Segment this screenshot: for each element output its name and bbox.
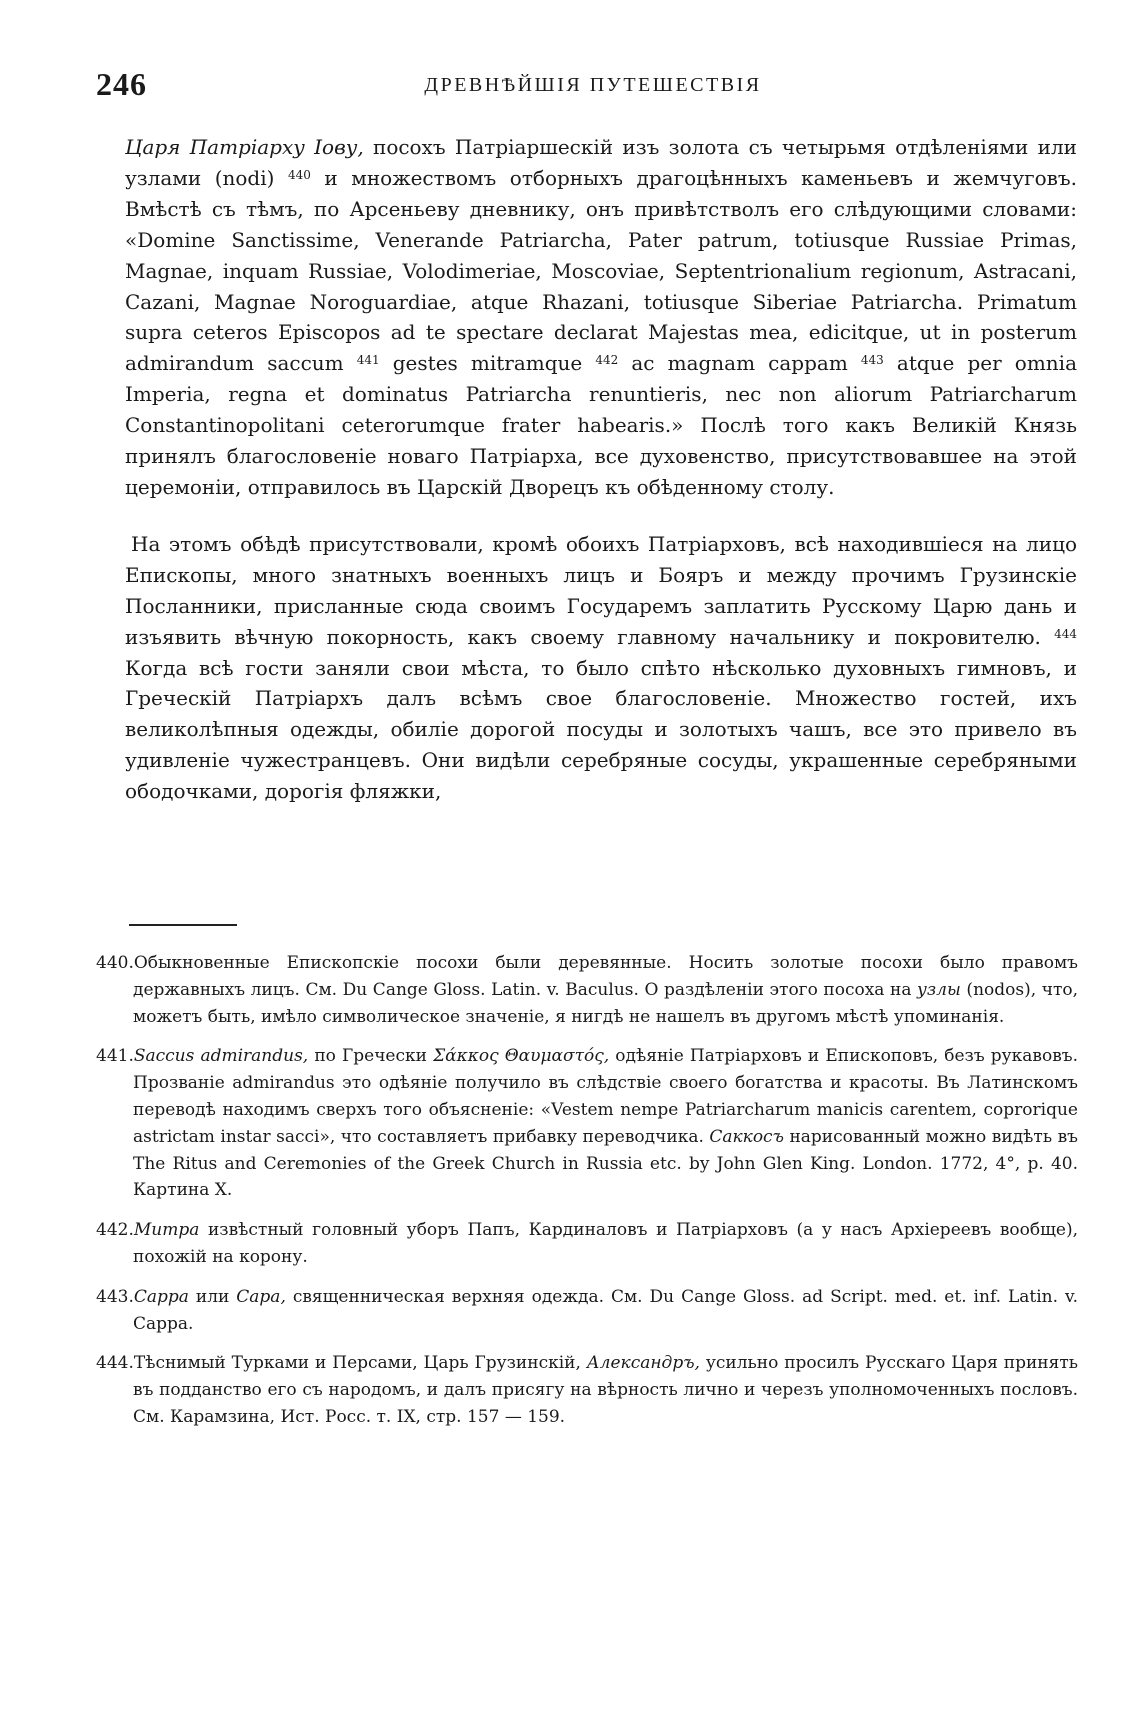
italic-phrase: Митра — [133, 1220, 200, 1241]
text-run: Тѣснимый Турками и Персами, Царь Грузинскій, — [133, 1353, 587, 1374]
text-run: одѣяніе Патріарховъ и Епископовъ, безъ рукавовъ. Прозваніе admirandus это одѣяніе получило въ слѣдствіе своего богатства и красоты. Въ Латинскомъ переводѣ находимъ сверхъ того объясненіе: «Vestem nempe Patriarcharum manicis carentem, coprorique astrictam instar sacci», что составляетъ прибавку переводчика. — [133, 1046, 1078, 1147]
text-run: усильно просилъ Русскаго Царя принять въ подданство его съ народомъ, и далъ присягу на вѣрность лично и черезъ уполномоченныхъ пословъ. См. Карамзина, Ист. Росс. т. IX, стр. 157 — 159. — [133, 1353, 1078, 1427]
text-run: Обыкновенные Епископскіе посохи были деревянные. Носить золотые посохи было правомъ державныхъ лицъ. См. Du Cange Gloss. Latin. v. Baculus. О раздѣленіи этого посоха на — [133, 953, 1078, 1000]
paragraph-1 — [125, 132, 1077, 503]
footnote-443 — [96, 1284, 1078, 1338]
footnote-440 — [96, 950, 1078, 1030]
footnote-ref-442: 442 — [595, 353, 619, 368]
italic-phrase: Saccus admirandus, — [133, 1046, 309, 1067]
text-run: извѣстный головный уборъ Папъ, Кардиналовъ и Патріарховъ (а у насъ Архіереевъ вообще), похожій на корону. — [133, 1220, 1078, 1267]
italic-phrase: Александръ, — [586, 1353, 700, 1374]
footnote-number: 443. — [96, 1286, 134, 1307]
greek-phrase: Σάκκος Θαυμαστός, — [433, 1046, 610, 1067]
text-run: нарисованный можно видѣть въ The Ritus and Ceremonies of the Greek Church in Russia etc. by John Glen King. London. 1772, 4°, p. 40. Картина X. — [133, 1126, 1078, 1201]
footnote-441 — [96, 1043, 1078, 1204]
text-run: gestes mitramque — [379, 351, 583, 376]
italic-phrase: Capa, — [236, 1286, 286, 1307]
page-number: 246 — [96, 66, 147, 102]
page-header — [96, 66, 1080, 106]
italic-phrase: Царя Патріарху Іову, — [125, 135, 364, 159]
text-run: по Гречески — [308, 1046, 434, 1067]
text-run: священническая верхняя одежда. См. Du Cange Gloss. ad Script. med. et. inf. Latin. v. Cappa. — [133, 1286, 1078, 1334]
footnote-number: 444. — [96, 1353, 134, 1374]
italic-phrase: Саккосъ — [709, 1126, 784, 1147]
footnote-number: 441. — [96, 1046, 134, 1067]
text-run: ac magnam cappam — [618, 351, 848, 376]
text-run: atque per omnia Imperia, regna et dominatus Patriarcha renuntieris, nec non aliorum Patriarcharum Constantinopolitani ceterorumque frater habearis.» Послѣ того какъ Великій Князь принялъ благословеніе новаго Патріарха, все духовенство, присутствовавшее на этой церемоніи, отправилось въ Царскій Дворецъ къ обѣденному столу. — [125, 351, 1078, 499]
footnote-divider — [129, 924, 237, 926]
italic-phrase: узлы — [917, 979, 961, 1000]
text-run: Когда всѣ гости заняли свои мѣста, то было спѣто нѣсколько духовныхъ гимновъ, и Греческій Патріархъ далъ всѣмъ свое благословеніе. Множество гостей, ихъ великолѣпныя одежды, обиліе дорогой посуды и золотыхъ чашъ, все это привело въ удивленіе чужестранцевъ. Они видѣли серебряные сосуды, украшенные серебряными ободочками, дорогія фляжки, — [125, 655, 1077, 804]
text-run: На этомъ обѣдѣ присутствовали, кромѣ обоихъ Патріарховъ, всѣ находившіеся на лицо Епископы, много знатныхъ военныхъ лицъ и Бояръ и между прочимъ Грузинскіе Посланники, присланные сюда своимъ Государемъ заплатить Русскому Царю дань и изъявить вѣчную покорность, какъ своему главному начальнику и покровителю. — [125, 531, 1077, 649]
paragraph-2 — [125, 529, 1077, 807]
footnotes — [96, 950, 1078, 1444]
footnote-ref-440: 440 — [287, 167, 311, 182]
text-run: посохъ Патріаршескій изъ золота съ четырьмя отдѣленіями или узлами (nodi) — [125, 135, 1077, 190]
text-run: и множествомъ отборныхъ драгоцѣнныхъ каменьевъ и жемчуговъ. Вмѣстѣ съ тѣмъ, по Арсеньеву дневнику, онъ привѣтстволъ его слѣдующими словами: «Domine Sanctissime, Venerande Patriarcha, Pater patrum, totiusque Russiae Primas, Magnae, inquam Russiae, Volodimeriae, Moscoviae, Septentrionalium regionum, Astracani, Cazani, Magnae Noroguardiae, atque Rhazani, totiusque Siberiae Patriarcha. Primatum supra ceteros Episcopos ad te spectare declarat Majestas mea, edicitque, ut in posterum admirandum saccum — [125, 165, 1078, 376]
text-run: (nodos), что, можетъ быть, имѣло символическое значеніе, я нигдѣ не нашелъ въ другомъ мѣстѣ упоминанія. — [133, 979, 1078, 1027]
footnote-442 — [96, 1217, 1078, 1271]
footnote-ref-444: 444 — [1054, 626, 1078, 641]
footnote-ref-441: 441 — [356, 353, 380, 368]
footnote-ref-443: 443 — [860, 353, 884, 368]
italic-phrase: Cappa — [133, 1286, 189, 1307]
main-text — [125, 132, 1077, 807]
footnote-number: 440. — [96, 953, 134, 973]
running-title: ДРЕВНѢЙШІЯ ПУТЕШЕСТВІЯ — [424, 74, 762, 96]
footnote-444 — [96, 1350, 1078, 1430]
footnote-number: 442. — [96, 1220, 134, 1241]
text-run: или — [188, 1286, 237, 1307]
